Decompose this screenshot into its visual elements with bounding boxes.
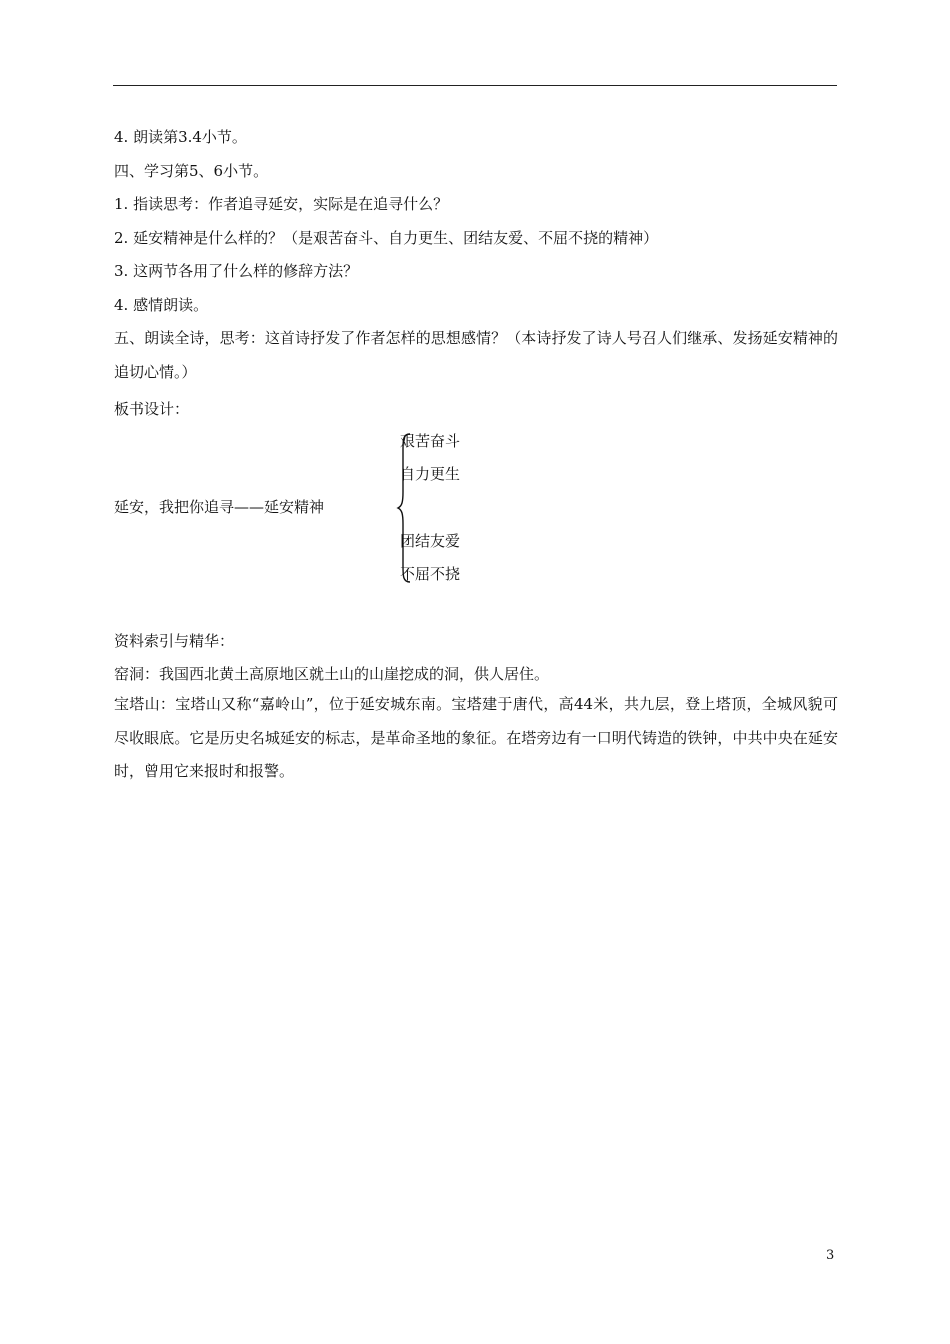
board-main-text: 延安，我把你追寻——延安精神 xyxy=(114,498,325,516)
board-branch-1: 艰苦奋斗 xyxy=(400,432,461,450)
question-2: 2. 延安精神是什么样的？（是艰苦奋斗、自力更生、团结友爱、不屈不挠的精神） xyxy=(114,229,659,247)
header-rule xyxy=(113,85,837,86)
board-branch-4: 不屈不挠 xyxy=(400,565,461,583)
board-branch-3: 团结友爱 xyxy=(400,532,461,550)
resource-yaodong: 窑洞：我国西北黄土高原地区就土山的山崖挖成的洞，供人居住。 xyxy=(114,665,550,683)
step-4-read: 4. 朗读第3.4小节。 xyxy=(114,128,247,146)
board-design-title: 板书设计： xyxy=(114,400,190,418)
page-number: 3 xyxy=(826,1248,835,1263)
question-4: 4. 感情朗读。 xyxy=(114,296,209,314)
resources-title: 资料索引与精华： xyxy=(114,632,235,650)
question-3: 3. 这两节各用了什么样的修辞方法？ xyxy=(114,262,359,280)
board-branch-2: 自力更生 xyxy=(400,465,461,483)
question-1: 1. 指读思考：作者追寻延安，实际是在追寻什么？ xyxy=(114,195,449,213)
curly-brace-icon xyxy=(396,432,412,584)
section-5-paragraph: 五、朗读全诗，思考：这首诗抒发了作者怎样的思想感情？（本诗抒发了诗人号召人们继承、发扬延安精神的追切心情。） xyxy=(114,329,838,381)
resource-baota: 宝塔山：宝塔山又称“嘉岭山”，位于延安城东南。宝塔建于唐代，高44米，共九层，登上塔顶，全城风貌可尽收眼底。它是历史名城延安的标志，是革命圣地的象征。在塔旁边有一口明代铸造的铁钟，中共中央在延安时，曾用它来报时和报警。 xyxy=(114,695,838,780)
section-4-heading: 四、学习第5、6小节。 xyxy=(114,162,269,180)
